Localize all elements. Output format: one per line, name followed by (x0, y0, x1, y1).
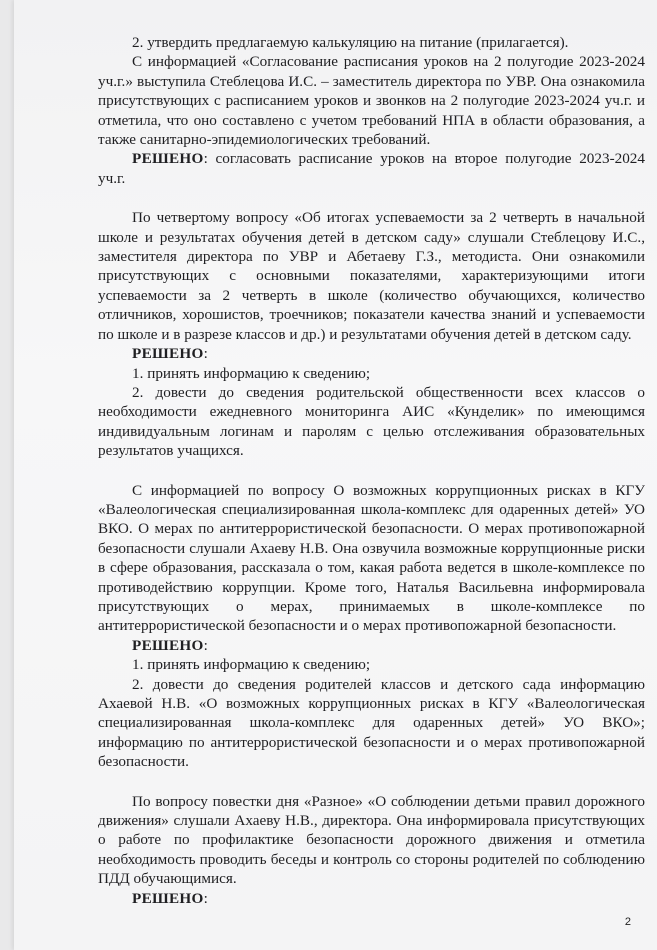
decision-heading (98, 889, 645, 908)
decision-colon: : (203, 636, 208, 654)
paragraph: По четвертому вопросу «Об итогах успеваемости за 2 четверть в начальной школе и результатах обучения детей в детском саду» слушали Стеблецову И.С., заместителя директора по УВР и Абетаеву Г.З., методиста. Они ознакомили присутствующих с основными показателями, характеризующими итоги успеваемости за 2 четверть в школе (количество обучающихся, количество отличников, хорошистов, троечников; показатели качества знаний и успеваемости по школе и в разрезе классов и др.) и результатами обучения детей в детском саду. (98, 209, 645, 343)
decision-heading (98, 344, 645, 363)
decision-label: РЕШЕНО (132, 636, 204, 654)
spacer (98, 461, 645, 481)
document-page (14, 0, 657, 950)
decision-heading (98, 636, 645, 655)
paragraph: С информацией по вопросу О возможных коррупционных рисках в КГУ «Валеологическая специализированная школа-комплекс для одаренных детей» УО ВКО. О мерах по антитеррористической безопасности. О мерах противопожарной безопасности слушали Ахаеву Н.В. Она озвучила возможные коррупционные риски в сфере образования, рассказала о том, какая работа ведется в школе-комплексе по противодействию коррупции. Кроме того, Наталья Васильевна информировала присутствующих о мерах, принимаемых в школе-комплексе по антитеррористической безопасности и о мерах противопожарной безопасности. (98, 481, 645, 635)
decision-paragraph (98, 149, 645, 188)
decision-item: 1. принять информацию к сведению; (132, 656, 371, 674)
decision-label: РЕШЕНО (132, 889, 204, 907)
decision-label: РЕШЕНО (132, 150, 204, 168)
spacer (98, 772, 645, 792)
decision-item: 1. принять информацию к сведению; (132, 364, 371, 382)
document-body (98, 33, 645, 908)
page-number: 2 (624, 916, 631, 928)
spacer (98, 188, 645, 208)
paragraph: С информацией «Согласование расписания уроков на 2 полугодие 2023-2024 уч.г.» выступила Стеблецова И.С. – заместитель директора по УВР. Она ознакомила присутствующих с расписанием уроков и звонков на 2 полугодие 2023-2024 уч.г. и отметила, что оно составлено с учетом требований НПА в области образования, а также санитарно-эпидемиологических требований. (98, 53, 645, 149)
decision-item: 2. утвердить предлагаемую калькуляцию на питание (прилагается). (132, 34, 569, 51)
decision-item: 2. довести до сведения родительской общественности всех классов о необходимости ежедневного мониторинга АИС «Кунделик» по имеющимся индивидуальным логинам и паролям с целью отслеживания образовательных результатов учащихся. (98, 383, 645, 460)
decision-text: : согласовать расписание уроков на второе полугодие 2023-2024 уч.г. (98, 150, 645, 187)
decision-label: РЕШЕНО (132, 345, 204, 363)
decision-item: 2. довести до сведения родителей классов и детского сада информацию Ахаевой Н.В. «О возможных коррупционных рисках в КГУ «Валеологическая специализированная школа-комплекс для одаренных детей» УО ВКО»; информацию по антитеррористической безопасности и о мерах противопожарной безопасности. (98, 675, 645, 771)
decision-colon: : (203, 889, 208, 907)
decision-colon: : (203, 345, 208, 363)
paragraph: По вопросу повестки дня «Разное» «О соблюдении детьми правил дорожного движения» слушали Ахаеву Н.В., директора. Она информировала присутствующих о работе по профилактике безопасности дорожного движения и отметила необходимость проводить беседы и контроль со стороны родителей по соблюдению ПДД обучающимися. (98, 792, 645, 888)
